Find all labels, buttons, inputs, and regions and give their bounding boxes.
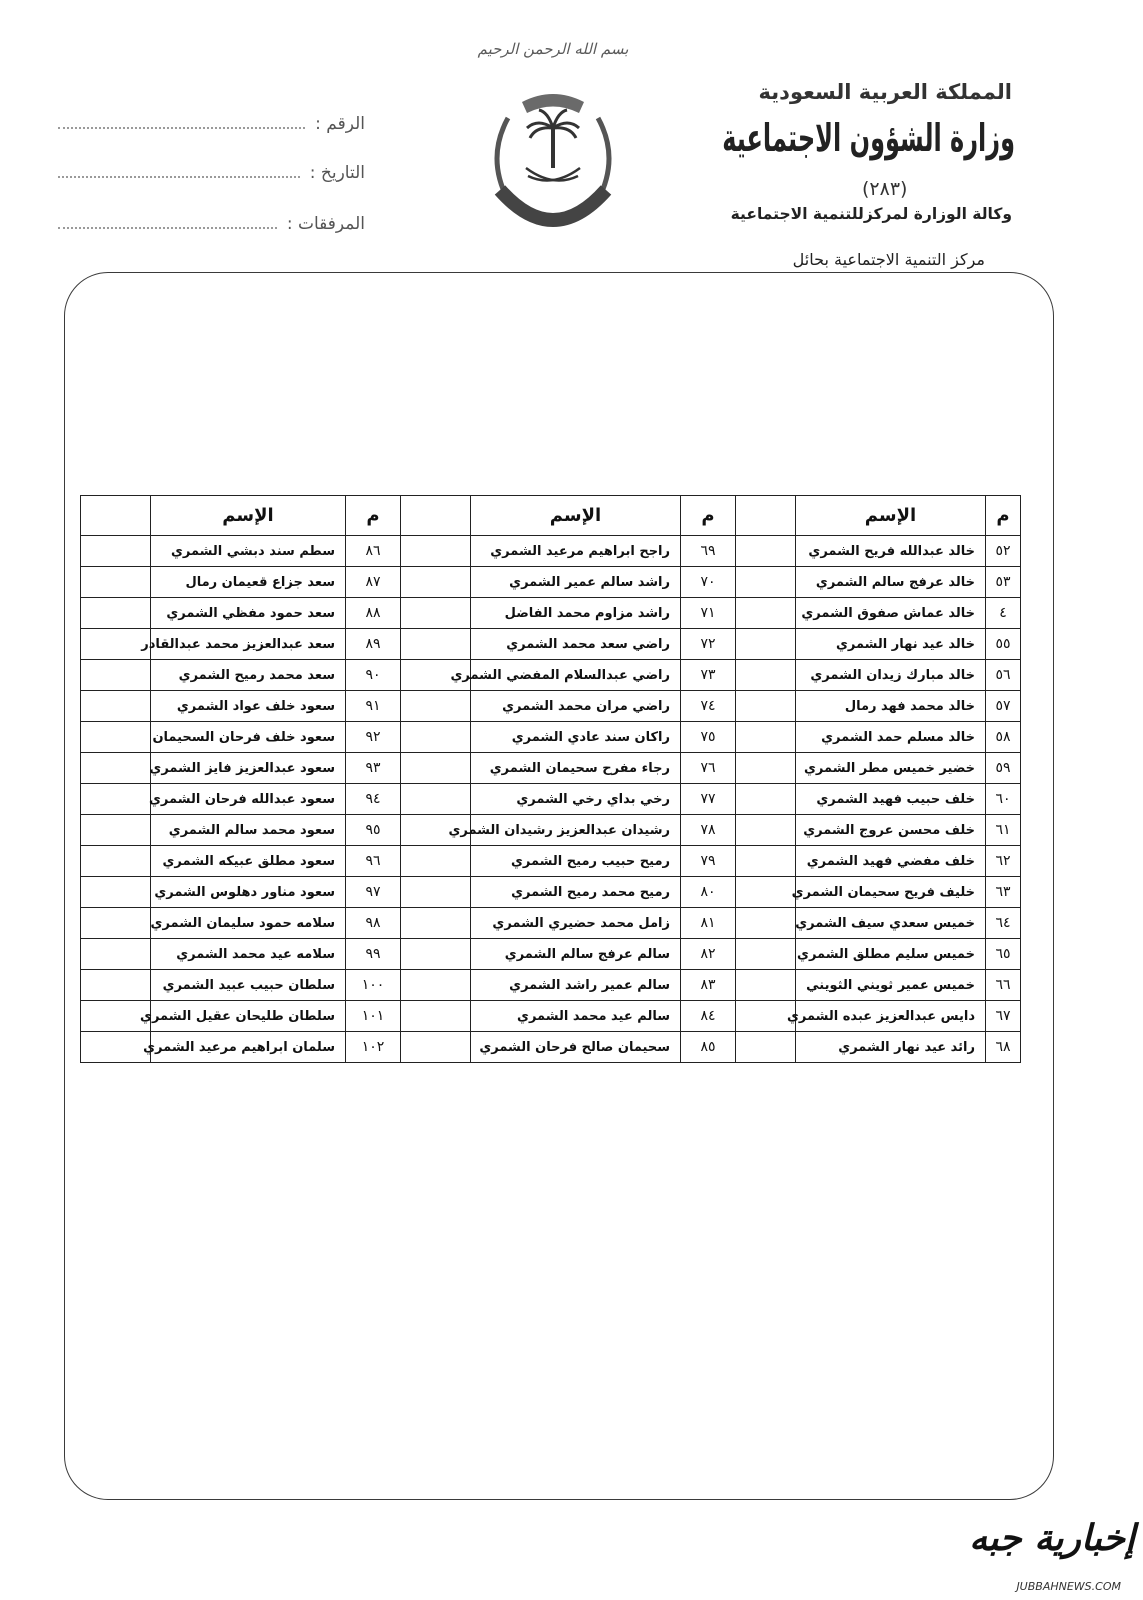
- table-row: [81, 1032, 1021, 1063]
- reference-number-field: [58, 114, 365, 134]
- blank-cell: [81, 908, 151, 939]
- person-name: سعود خلف فرحان السحيمان: [151, 722, 346, 753]
- row-number: ٩٥: [346, 815, 401, 846]
- field-dots: [58, 127, 305, 129]
- person-name: خالد عبدالله فريح الشمري: [796, 536, 986, 567]
- row-number: ٦٦: [986, 970, 1021, 1001]
- blank-cell: [401, 753, 471, 784]
- blank-cell: [736, 629, 796, 660]
- row-number: ٨٣: [681, 970, 736, 1001]
- row-number: ٥٨: [986, 722, 1021, 753]
- person-name: سحيمان صالح فرحان الشمري: [471, 1032, 681, 1063]
- person-name: خميس سليم مطلق الشمري: [796, 939, 986, 970]
- row-number: ٦٠: [986, 784, 1021, 815]
- emblem-bottom-band: [500, 190, 606, 220]
- blank-cell: [81, 722, 151, 753]
- table-row: [81, 970, 1021, 1001]
- person-name: رخي بداي رخي الشمري: [471, 784, 681, 815]
- row-number: ٥٦: [986, 660, 1021, 691]
- table-row: [81, 567, 1021, 598]
- person-name: سلامه عيد محمد الشمري: [151, 939, 346, 970]
- row-number: ٩٩: [346, 939, 401, 970]
- blank-cell: [736, 598, 796, 629]
- row-number: ١٠٠: [346, 970, 401, 1001]
- row-number: ٩٧: [346, 877, 401, 908]
- blank-cell: [401, 536, 471, 567]
- date-field: [58, 163, 365, 183]
- header-number: م: [346, 496, 401, 536]
- row-number: ٨٨: [346, 598, 401, 629]
- table-row: [81, 629, 1021, 660]
- table-row: [81, 815, 1021, 846]
- row-number: ٥٧: [986, 691, 1021, 722]
- person-name: خميس عمير ثويني الثويني: [796, 970, 986, 1001]
- person-name: راضي عبدالسلام المفضي الشمري: [471, 660, 681, 691]
- row-number: ٧٤: [681, 691, 736, 722]
- header-number: م: [986, 496, 1021, 536]
- person-name: سعود خلف عواد الشمري: [151, 691, 346, 722]
- row-number: ٩٤: [346, 784, 401, 815]
- blank-cell: [736, 939, 796, 970]
- blank-cell: [736, 970, 796, 1001]
- person-name: سالم عيد محمد الشمري: [471, 1001, 681, 1032]
- row-number: ٨٩: [346, 629, 401, 660]
- row-number: ٧٥: [681, 722, 736, 753]
- person-name: خلف مفضي فهيد الشمري: [796, 846, 986, 877]
- blank-cell: [736, 536, 796, 567]
- row-number: ٨٢: [681, 939, 736, 970]
- blank-cell: [401, 846, 471, 877]
- row-number: ٨٤: [681, 1001, 736, 1032]
- row-number: ٧١: [681, 598, 736, 629]
- person-name: راضي سعد محمد الشمري: [471, 629, 681, 660]
- row-number: ٧٧: [681, 784, 736, 815]
- blank-cell: [401, 939, 471, 970]
- blank-cell: [736, 691, 796, 722]
- agency-name: وكالة الوزارة لمركزللتنمية الاجتماعية: [730, 205, 1012, 223]
- person-name: راضي مران محمد الشمري: [471, 691, 681, 722]
- row-number: ٥٢: [986, 536, 1021, 567]
- blank-cell: [81, 536, 151, 567]
- person-name: خلف حبيب فهيد الشمري: [796, 784, 986, 815]
- names-table: [80, 495, 1021, 1063]
- person-name: خالد مبارك زيدان الشمري: [796, 660, 986, 691]
- field-label: التاريخ :: [309, 163, 365, 183]
- person-name: راشد مزاوم محمد الفاضل: [471, 598, 681, 629]
- row-number: ٧٠: [681, 567, 736, 598]
- row-number: ٦١: [986, 815, 1021, 846]
- person-name: راجح ابراهيم مرعيد الشمري: [471, 536, 681, 567]
- blank-cell: [81, 753, 151, 784]
- header-blank: [736, 496, 796, 536]
- blank-cell: [401, 908, 471, 939]
- row-number: ٧٩: [681, 846, 736, 877]
- person-name: سلامه حمود سليمان الشمري: [151, 908, 346, 939]
- row-number: ٩٨: [346, 908, 401, 939]
- row-number: ٨٠: [681, 877, 736, 908]
- crossed-swords-icon: [526, 168, 580, 181]
- watermark-url: JUBBAHNEWS.COM: [1016, 1580, 1121, 1593]
- table-row: [81, 846, 1021, 877]
- ministry-code: (٢٨٣): [862, 178, 908, 200]
- blank-cell: [81, 598, 151, 629]
- person-name: سعد عبدالعزيز محمد عبدالقادر: [151, 629, 346, 660]
- person-name: سالم عرفج سالم الشمري: [471, 939, 681, 970]
- blank-cell: [81, 877, 151, 908]
- table-row: [81, 722, 1021, 753]
- row-number: ٦٧: [986, 1001, 1021, 1032]
- table-row: [81, 908, 1021, 939]
- blank-cell: [81, 939, 151, 970]
- person-name: رميح محمد رميح الشمري: [471, 877, 681, 908]
- attachments-field: [58, 214, 365, 234]
- blank-cell: [401, 1001, 471, 1032]
- person-name: رميح حبيب رميح الشمري: [471, 846, 681, 877]
- blank-cell: [736, 908, 796, 939]
- person-name: خالد عرفج سالم الشمري: [796, 567, 986, 598]
- person-name: رشيدان عبدالعزيز رشيدان الشمري: [471, 815, 681, 846]
- table-row: [81, 784, 1021, 815]
- person-name: خالد عماش صفوق الشمري: [796, 598, 986, 629]
- blank-cell: [401, 691, 471, 722]
- row-number: ٩٠: [346, 660, 401, 691]
- blank-cell: [81, 846, 151, 877]
- field-label: المرفقات :: [286, 214, 365, 234]
- table-row: [81, 753, 1021, 784]
- blank-cell: [736, 1032, 796, 1063]
- blank-cell: [736, 753, 796, 784]
- row-number: ٦٢: [986, 846, 1021, 877]
- watermark-brand: إخبارية جبه: [969, 1518, 1135, 1559]
- row-number: ٦٨: [986, 1032, 1021, 1063]
- row-number: ٧٦: [681, 753, 736, 784]
- row-number: ٩٣: [346, 753, 401, 784]
- header-name: الإسم: [151, 496, 346, 536]
- palm-tree-icon: [527, 110, 579, 168]
- blank-cell: [81, 691, 151, 722]
- blank-cell: [81, 1032, 151, 1063]
- header-blank: [401, 496, 471, 536]
- blank-cell: [736, 784, 796, 815]
- person-name: سعود عبدالعزيز فايز الشمري: [151, 753, 346, 784]
- blank-cell: [81, 567, 151, 598]
- row-number: ٩٢: [346, 722, 401, 753]
- person-name: خالد عيد نهار الشمري: [796, 629, 986, 660]
- person-name: خلف محسن عروج الشمري: [796, 815, 986, 846]
- field-dots: [58, 176, 300, 178]
- row-number: ٦٥: [986, 939, 1021, 970]
- person-name: سعد محمد رميح الشمري: [151, 660, 346, 691]
- row-number: ٨٧: [346, 567, 401, 598]
- header-name: الإسم: [471, 496, 681, 536]
- field-dots: [58, 227, 277, 229]
- blank-cell: [736, 722, 796, 753]
- table-row: [81, 691, 1021, 722]
- header-name: الإسم: [796, 496, 986, 536]
- table-row: [81, 660, 1021, 691]
- person-name: دايس عبدالعزيز عبده الشمري: [796, 1001, 986, 1032]
- person-name: سعد حمود مفظي الشمري: [151, 598, 346, 629]
- row-number: ٨٥: [681, 1032, 736, 1063]
- blank-cell: [401, 784, 471, 815]
- person-name: سعود محمد سالم الشمري: [151, 815, 346, 846]
- person-name: رائد عيد نهار الشمري: [796, 1032, 986, 1063]
- person-name: راكان سند عادي الشمري: [471, 722, 681, 753]
- row-number: ٦٤: [986, 908, 1021, 939]
- blank-cell: [401, 629, 471, 660]
- row-number: ٥٥: [986, 629, 1021, 660]
- emblem-banner: [522, 94, 584, 113]
- person-name: سعود مطلق عبيكه الشمري: [151, 846, 346, 877]
- blank-cell: [401, 877, 471, 908]
- table-row: [81, 877, 1021, 908]
- person-name: سلمان ابراهيم مرعيد الشمري: [151, 1032, 346, 1063]
- table-row: [81, 1001, 1021, 1032]
- blank-cell: [736, 567, 796, 598]
- blank-cell: [81, 970, 151, 1001]
- blank-cell: [81, 660, 151, 691]
- basmala: بسم الله الرحمن الرحيم: [477, 40, 629, 58]
- row-number: ٥٣: [986, 567, 1021, 598]
- blank-cell: [401, 598, 471, 629]
- blank-cell: [736, 660, 796, 691]
- blank-cell: [401, 567, 471, 598]
- blank-cell: [401, 970, 471, 1001]
- table-body: [81, 536, 1021, 1063]
- blank-cell: [401, 722, 471, 753]
- person-name: سلطان حبيب عبيد الشمري: [151, 970, 346, 1001]
- field-label: الرقم :: [315, 114, 365, 134]
- person-name: سلطان طليحان عقيل الشمري: [151, 1001, 346, 1032]
- table-header-row: [81, 496, 1021, 536]
- row-number: ٦٩: [681, 536, 736, 567]
- row-number: ٨١: [681, 908, 736, 939]
- ministry-emblem-icon: [478, 78, 628, 238]
- ministry-name: وزارة الشؤون الاجتماعية: [722, 116, 1015, 161]
- person-name: خليف فريح سحيمان الشمري: [796, 877, 986, 908]
- table-row: [81, 536, 1021, 567]
- person-name: سطم سند دبشي الشمري: [151, 536, 346, 567]
- row-number: ٤: [986, 598, 1021, 629]
- center-name: مركز التنمية الاجتماعية بحائل: [792, 250, 985, 269]
- row-number: ٧٣: [681, 660, 736, 691]
- row-number: ١٠٢: [346, 1032, 401, 1063]
- row-number: ٧٨: [681, 815, 736, 846]
- blank-cell: [736, 877, 796, 908]
- person-name: سعود مناور دهلوس الشمري: [151, 877, 346, 908]
- blank-cell: [401, 1032, 471, 1063]
- person-name: رجاء مفرح سحيمان الشمري: [471, 753, 681, 784]
- table-row: [81, 939, 1021, 970]
- blank-cell: [81, 629, 151, 660]
- row-number: ٩١: [346, 691, 401, 722]
- person-name: زامل محمد حضيري الشمري: [471, 908, 681, 939]
- row-number: ٥٩: [986, 753, 1021, 784]
- person-name: خالد مسلم حمد الشمري: [796, 722, 986, 753]
- blank-cell: [81, 784, 151, 815]
- row-number: ١٠١: [346, 1001, 401, 1032]
- blank-cell: [81, 815, 151, 846]
- person-name: خميس سعدي سيف الشمري: [796, 908, 986, 939]
- person-name: سعود عبدالله فرحان الشمري: [151, 784, 346, 815]
- blank-cell: [736, 846, 796, 877]
- header-blank: [81, 496, 151, 536]
- person-name: سعد جزاع قعيمان رمال: [151, 567, 346, 598]
- row-number: ٧٢: [681, 629, 736, 660]
- header-number: م: [681, 496, 736, 536]
- person-name: سالم عمير راشد الشمري: [471, 970, 681, 1001]
- person-name: خالد محمد فهد رمال: [796, 691, 986, 722]
- person-name: خضير خميس مطر الشمري: [796, 753, 986, 784]
- row-number: ٨٦: [346, 536, 401, 567]
- row-number: ٦٣: [986, 877, 1021, 908]
- kingdom-name: المملكة العربية السعودية: [758, 80, 1012, 104]
- row-number: ٩٦: [346, 846, 401, 877]
- person-name: راشد سالم عمير الشمري: [471, 567, 681, 598]
- table-row: [81, 598, 1021, 629]
- blank-cell: [736, 815, 796, 846]
